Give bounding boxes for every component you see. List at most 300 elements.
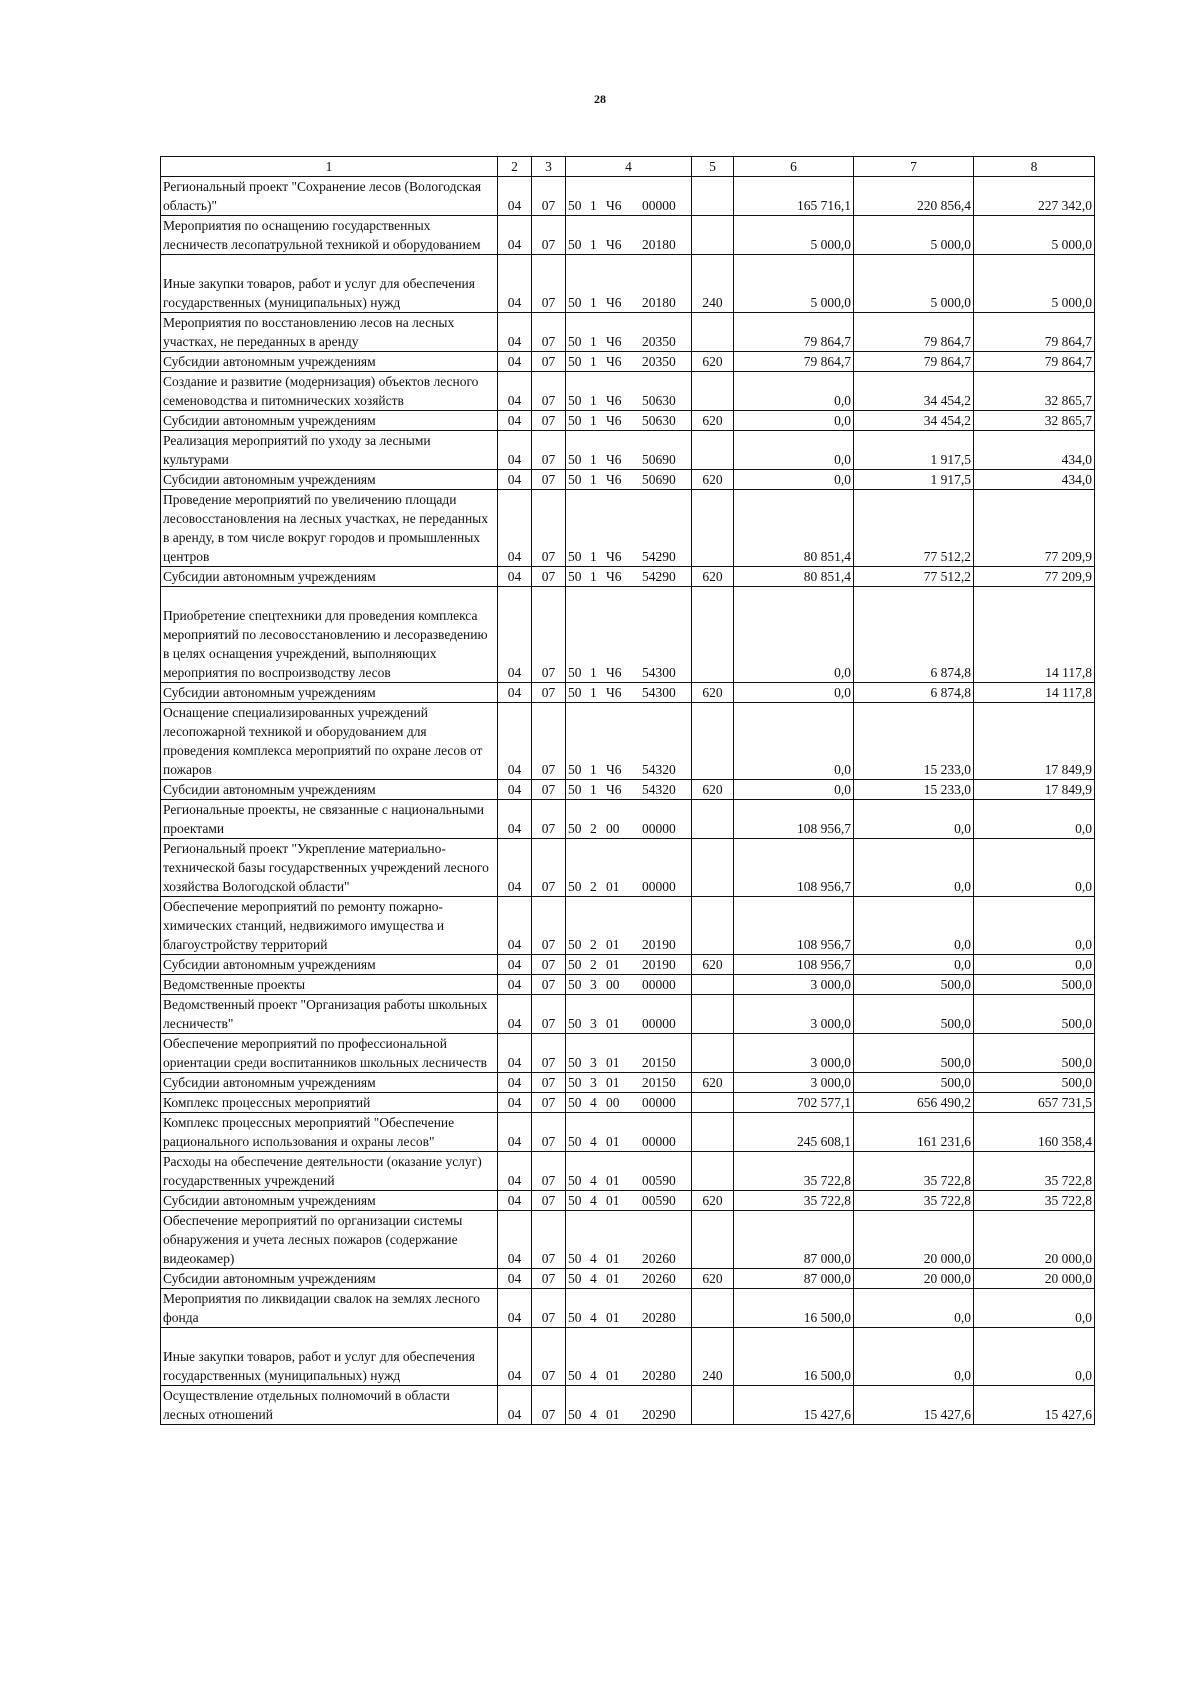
row-subsection-code: 07 <box>532 780 566 800</box>
row-name: Субсидии автономным учреждениям <box>161 683 498 703</box>
row-target-code <box>566 1289 692 1328</box>
row-value-col8: 35 722,8 <box>974 1191 1095 1211</box>
row-value-col7: 79 864,7 <box>854 352 974 372</box>
target-code-part: 20180 <box>642 295 676 310</box>
table-row <box>161 352 1095 372</box>
target-code-part: 00000 <box>642 1016 676 1031</box>
row-value-col6: 87 000,0 <box>734 1211 854 1269</box>
row-name: Ведомственный проект "Организация работы школьных лесничеств" <box>161 995 498 1034</box>
row-value-col8: 5 000,0 <box>974 216 1095 255</box>
target-code-part: 1 <box>590 295 597 310</box>
row-name: Оснащение специализированных учреждений лесопожарной техникой и оборудованием для проведения комплекса мероприятий по охране лесов от пожаров <box>161 703 498 780</box>
row-name: Субсидии автономным учреждениям <box>161 567 498 587</box>
row-expense-type: 620 <box>692 1269 734 1289</box>
target-code-part: 01 <box>606 937 620 952</box>
row-section-code: 04 <box>498 1289 532 1328</box>
row-value-col6: 3 000,0 <box>734 1034 854 1073</box>
target-code-part: 1 <box>590 549 597 564</box>
target-code-part: 2 <box>590 957 597 972</box>
row-value-col8: 160 358,4 <box>974 1113 1095 1152</box>
target-code-part: 1 <box>590 762 597 777</box>
target-code-part: 50 <box>568 685 582 700</box>
target-code-part: 50 <box>568 957 582 972</box>
row-name: Расходы на обеспечение деятельности (оказание услуг) государственных учреждений <box>161 1152 498 1191</box>
row-expense-type <box>692 313 734 352</box>
row-subsection-code: 07 <box>532 1269 566 1289</box>
row-expense-type <box>692 1034 734 1073</box>
target-code-part: 50 <box>568 393 582 408</box>
target-code-part: 01 <box>606 1251 620 1266</box>
target-code-part: Ч6 <box>606 198 622 213</box>
target-code-part: Ч6 <box>606 665 622 680</box>
row-expense-type: 620 <box>692 567 734 587</box>
row-value-col7: 656 490,2 <box>854 1093 974 1113</box>
row-value-col7: 0,0 <box>854 897 974 955</box>
row-name: Обеспечение мероприятий по профессиональной ориентации среди воспитанников школьных лесничеств <box>161 1034 498 1073</box>
table-row <box>161 955 1095 975</box>
target-code-part: 2 <box>590 937 597 952</box>
row-value-col8: 500,0 <box>974 1073 1095 1093</box>
row-value-col7: 6 874,8 <box>854 587 974 683</box>
row-target-code <box>566 372 692 411</box>
target-code-part: 20350 <box>642 354 676 369</box>
row-value-col6: 3 000,0 <box>734 975 854 995</box>
row-target-code <box>566 177 692 216</box>
target-code-part: 01 <box>606 879 620 894</box>
row-name: Реализация мероприятий по уходу за лесными культурами <box>161 431 498 470</box>
row-value-col8: 0,0 <box>974 1289 1095 1328</box>
row-value-col8: 14 117,8 <box>974 683 1095 703</box>
row-section-code: 04 <box>498 1034 532 1073</box>
row-name: Осуществление отдельных полномочий в области лесных отношений <box>161 1386 498 1425</box>
row-expense-type: 240 <box>692 1328 734 1386</box>
table-row <box>161 897 1095 955</box>
table-row <box>161 839 1095 897</box>
table-row <box>161 703 1095 780</box>
row-section-code: 04 <box>498 839 532 897</box>
row-subsection-code: 07 <box>532 1113 566 1152</box>
table-row <box>161 567 1095 587</box>
row-name: Комплекс процессных мероприятий "Обеспечение рационального использования и охраны лесов" <box>161 1113 498 1152</box>
row-subsection-code: 07 <box>532 1289 566 1328</box>
header-col-5: 5 <box>692 157 734 177</box>
row-value-col7: 77 512,2 <box>854 567 974 587</box>
row-section-code: 04 <box>498 177 532 216</box>
target-code-part: 20180 <box>642 237 676 252</box>
row-expense-type: 620 <box>692 683 734 703</box>
row-name: Мероприятия по ликвидации свалок на землях лесного фонда <box>161 1289 498 1328</box>
row-subsection-code: 07 <box>532 800 566 839</box>
target-code-part: 01 <box>606 1271 620 1286</box>
row-value-col8: 32 865,7 <box>974 411 1095 431</box>
target-code-part: 00590 <box>642 1193 676 1208</box>
row-subsection-code: 07 <box>532 587 566 683</box>
target-code-part: 20190 <box>642 957 676 972</box>
target-code-part: 20350 <box>642 334 676 349</box>
row-value-col8: 434,0 <box>974 470 1095 490</box>
page-number: 28 <box>594 92 606 106</box>
target-code-part: 50 <box>568 977 582 992</box>
row-value-col6: 0,0 <box>734 411 854 431</box>
target-code-part: 00000 <box>642 977 676 992</box>
row-section-code: 04 <box>498 216 532 255</box>
row-target-code <box>566 1093 692 1113</box>
target-code-part: 00000 <box>642 1095 676 1110</box>
row-section-code: 04 <box>498 255 532 313</box>
row-target-code <box>566 1328 692 1386</box>
target-code-part: 2 <box>590 821 597 836</box>
row-target-code <box>566 897 692 955</box>
row-target-code <box>566 1191 692 1211</box>
target-code-part: 01 <box>606 1193 620 1208</box>
row-section-code: 04 <box>498 995 532 1034</box>
row-value-col7: 1 917,5 <box>854 431 974 470</box>
target-code-part: Ч6 <box>606 295 622 310</box>
row-value-col8: 79 864,7 <box>974 313 1095 352</box>
row-value-col7: 35 722,8 <box>854 1191 974 1211</box>
row-section-code: 04 <box>498 1191 532 1211</box>
row-value-col7: 0,0 <box>854 1289 974 1328</box>
header-col-4: 4 <box>566 157 692 177</box>
target-code-part: 50 <box>568 413 582 428</box>
row-subsection-code: 07 <box>532 177 566 216</box>
row-section-code: 04 <box>498 372 532 411</box>
row-name: Субсидии автономным учреждениям <box>161 955 498 975</box>
row-name: Субсидии автономным учреждениям <box>161 352 498 372</box>
table-row <box>161 1289 1095 1328</box>
table-row <box>161 1269 1095 1289</box>
target-code-part: 50630 <box>642 393 676 408</box>
row-value-col7: 161 231,6 <box>854 1113 974 1152</box>
target-code-part: 4 <box>590 1368 597 1383</box>
row-expense-type <box>692 1289 734 1328</box>
row-subsection-code: 07 <box>532 1152 566 1191</box>
target-code-part: 01 <box>606 1055 620 1070</box>
row-value-col8: 0,0 <box>974 897 1095 955</box>
row-value-col7: 0,0 <box>854 955 974 975</box>
target-code-part: 1 <box>590 354 597 369</box>
row-value-col7: 0,0 <box>854 800 974 839</box>
row-value-col8: 500,0 <box>974 1034 1095 1073</box>
row-name: Проведение мероприятий по увеличению площади лесовосстановления на лесных участках, не переданных в аренду, в том числе вокруг городов и промышленных центров <box>161 490 498 567</box>
target-code-part: 54300 <box>642 685 676 700</box>
target-code-part: Ч6 <box>606 549 622 564</box>
row-target-code <box>566 470 692 490</box>
row-value-col6: 108 956,7 <box>734 897 854 955</box>
row-value-col6: 0,0 <box>734 431 854 470</box>
table-row <box>161 1211 1095 1269</box>
row-section-code: 04 <box>498 1093 532 1113</box>
row-value-col7: 5 000,0 <box>854 255 974 313</box>
row-name: Ведомственные проекты <box>161 975 498 995</box>
target-code-part: 50 <box>568 879 582 894</box>
row-value-col7: 15 233,0 <box>854 703 974 780</box>
row-target-code <box>566 1073 692 1093</box>
header-col-1: 1 <box>161 157 498 177</box>
row-name: Создание и развитие (модернизация) объектов лесного семеноводства и питомнических хозяйств <box>161 372 498 411</box>
target-code-part: 20190 <box>642 937 676 952</box>
row-expense-type <box>692 1386 734 1425</box>
row-target-code <box>566 1211 692 1269</box>
target-code-part: 1 <box>590 665 597 680</box>
row-target-code <box>566 1034 692 1073</box>
target-code-part: Ч6 <box>606 393 622 408</box>
row-value-col7: 79 864,7 <box>854 313 974 352</box>
row-value-col6: 108 956,7 <box>734 955 854 975</box>
row-expense-type <box>692 216 734 255</box>
row-value-col6: 0,0 <box>734 683 854 703</box>
target-code-part: 50 <box>568 1368 582 1383</box>
header-col-3: 3 <box>532 157 566 177</box>
target-code-part: 01 <box>606 1407 620 1422</box>
row-value-col8: 500,0 <box>974 975 1095 995</box>
row-value-col6: 87 000,0 <box>734 1269 854 1289</box>
row-subsection-code: 07 <box>532 975 566 995</box>
row-target-code <box>566 216 692 255</box>
row-value-col6: 0,0 <box>734 470 854 490</box>
target-code-part: 00000 <box>642 1134 676 1149</box>
row-value-col8: 35 722,8 <box>974 1152 1095 1191</box>
row-subsection-code: 07 <box>532 411 566 431</box>
row-value-col7: 500,0 <box>854 975 974 995</box>
row-value-col6: 3 000,0 <box>734 995 854 1034</box>
target-code-part: 20280 <box>642 1368 676 1383</box>
table-row <box>161 255 1095 313</box>
row-value-col7: 6 874,8 <box>854 683 974 703</box>
target-code-part: 1 <box>590 237 597 252</box>
row-value-col6: 80 851,4 <box>734 567 854 587</box>
target-code-part: 50690 <box>642 472 676 487</box>
row-value-col6: 245 608,1 <box>734 1113 854 1152</box>
target-code-part: 00000 <box>642 198 676 213</box>
row-section-code: 04 <box>498 587 532 683</box>
row-target-code <box>566 1113 692 1152</box>
target-code-part: 54320 <box>642 782 676 797</box>
row-expense-type: 620 <box>692 780 734 800</box>
row-value-col7: 5 000,0 <box>854 216 974 255</box>
row-section-code: 04 <box>498 897 532 955</box>
row-value-col8: 77 209,9 <box>974 490 1095 567</box>
header-col-7: 7 <box>854 157 974 177</box>
row-value-col8: 20 000,0 <box>974 1211 1095 1269</box>
target-code-part: 50 <box>568 1193 582 1208</box>
target-code-part: 3 <box>590 1075 597 1090</box>
target-code-part: 01 <box>606 1368 620 1383</box>
row-value-col7: 15 233,0 <box>854 780 974 800</box>
table-row <box>161 1073 1095 1093</box>
row-subsection-code: 07 <box>532 567 566 587</box>
target-code-part: 1 <box>590 393 597 408</box>
target-code-part: 54300 <box>642 665 676 680</box>
row-section-code: 04 <box>498 800 532 839</box>
target-code-part: 1 <box>590 452 597 467</box>
target-code-part: 01 <box>606 1173 620 1188</box>
target-code-part: 01 <box>606 1016 620 1031</box>
target-code-part: 4 <box>590 1271 597 1286</box>
row-value-col7: 15 427,6 <box>854 1386 974 1425</box>
row-target-code <box>566 313 692 352</box>
row-subsection-code: 07 <box>532 1093 566 1113</box>
row-value-col6: 79 864,7 <box>734 352 854 372</box>
target-code-part: 1 <box>590 569 597 584</box>
target-code-part: 50 <box>568 1016 582 1031</box>
row-section-code: 04 <box>498 1211 532 1269</box>
target-code-part: 4 <box>590 1095 597 1110</box>
row-subsection-code: 07 <box>532 431 566 470</box>
target-code-part: Ч6 <box>606 472 622 487</box>
header-col-6: 6 <box>734 157 854 177</box>
target-code-part: 00590 <box>642 1173 676 1188</box>
row-value-col8: 0,0 <box>974 839 1095 897</box>
row-subsection-code: 07 <box>532 216 566 255</box>
row-subsection-code: 07 <box>532 995 566 1034</box>
target-code-part: 1 <box>590 334 597 349</box>
table-row <box>161 800 1095 839</box>
target-code-part: 20290 <box>642 1407 676 1422</box>
row-value-col8: 17 849,9 <box>974 780 1095 800</box>
target-code-part: Ч6 <box>606 413 622 428</box>
row-expense-type <box>692 372 734 411</box>
row-expense-type: 240 <box>692 255 734 313</box>
row-value-col6: 35 722,8 <box>734 1191 854 1211</box>
row-value-col7: 500,0 <box>854 1034 974 1073</box>
target-code-part: 50 <box>568 821 582 836</box>
row-section-code: 04 <box>498 567 532 587</box>
target-code-part: 50 <box>568 1134 582 1149</box>
row-subsection-code: 07 <box>532 1328 566 1386</box>
target-code-part: 50 <box>568 334 582 349</box>
row-name: Приобретение спецтехники для проведения комплекса мероприятий по лесовосстановлению и лесоразведению в целях оснащения учреждений, выполняющих мероприятия по воспроизводству лесов <box>161 587 498 683</box>
row-target-code <box>566 683 692 703</box>
row-name: Обеспечение мероприятий по организации системы обнаружения и учета лесных пожаров (содержание видеокамер) <box>161 1211 498 1269</box>
row-value-col6: 5 000,0 <box>734 216 854 255</box>
target-code-part: 50 <box>568 782 582 797</box>
row-subsection-code: 07 <box>532 955 566 975</box>
target-code-part: 50 <box>568 1095 582 1110</box>
row-value-col6: 80 851,4 <box>734 490 854 567</box>
target-code-part: 50690 <box>642 452 676 467</box>
row-target-code <box>566 352 692 372</box>
table-row <box>161 470 1095 490</box>
row-section-code: 04 <box>498 352 532 372</box>
target-code-part: Ч6 <box>606 762 622 777</box>
table-row <box>161 1191 1095 1211</box>
row-value-col8: 434,0 <box>974 431 1095 470</box>
row-value-col8: 15 427,6 <box>974 1386 1095 1425</box>
target-code-part: 01 <box>606 1075 620 1090</box>
target-code-part: 50 <box>568 665 582 680</box>
row-section-code: 04 <box>498 780 532 800</box>
row-section-code: 04 <box>498 313 532 352</box>
row-subsection-code: 07 <box>532 703 566 780</box>
table-row <box>161 1113 1095 1152</box>
row-subsection-code: 07 <box>532 1386 566 1425</box>
row-subsection-code: 07 <box>532 372 566 411</box>
target-code-part: 50 <box>568 472 582 487</box>
target-code-part: 50 <box>568 1075 582 1090</box>
target-code-part: 2 <box>590 879 597 894</box>
target-code-part: 20280 <box>642 1310 676 1325</box>
row-value-col8: 5 000,0 <box>974 255 1095 313</box>
row-value-col7: 0,0 <box>854 1328 974 1386</box>
row-expense-type: 620 <box>692 955 734 975</box>
row-value-col7: 20 000,0 <box>854 1211 974 1269</box>
row-subsection-code: 07 <box>532 897 566 955</box>
row-expense-type <box>692 897 734 955</box>
target-code-part: 4 <box>590 1173 597 1188</box>
row-target-code <box>566 587 692 683</box>
row-section-code: 04 <box>498 975 532 995</box>
row-name: Региональный проект "Сохранение лесов (Вологодская область)" <box>161 177 498 216</box>
row-value-col8: 0,0 <box>974 1328 1095 1386</box>
table-row <box>161 1328 1095 1386</box>
row-name: Комплекс процессных мероприятий <box>161 1093 498 1113</box>
row-expense-type <box>692 995 734 1034</box>
row-target-code <box>566 703 692 780</box>
target-code-part: 00 <box>606 1095 620 1110</box>
table-row <box>161 1034 1095 1073</box>
row-name: Обеспечение мероприятий по ремонту пожарно-химических станций, недвижимого имущества и благоустройству территорий <box>161 897 498 955</box>
target-code-part: 01 <box>606 1134 620 1149</box>
target-code-part: 1 <box>590 685 597 700</box>
target-code-part: 20150 <box>642 1055 676 1070</box>
row-value-col8: 0,0 <box>974 955 1095 975</box>
row-name: Субсидии автономным учреждениям <box>161 470 498 490</box>
row-section-code: 04 <box>498 1386 532 1425</box>
row-value-col8: 32 865,7 <box>974 372 1095 411</box>
row-name: Региональный проект "Укрепление материально-технической базы государственных учреждений лесного хозяйства Вологодской области" <box>161 839 498 897</box>
row-section-code: 04 <box>498 955 532 975</box>
table-row <box>161 177 1095 216</box>
row-section-code: 04 <box>498 490 532 567</box>
row-value-col6: 108 956,7 <box>734 839 854 897</box>
row-target-code <box>566 975 692 995</box>
target-code-part: 4 <box>590 1193 597 1208</box>
row-expense-type <box>692 703 734 780</box>
target-code-part: 50 <box>568 452 582 467</box>
table-row <box>161 1386 1095 1425</box>
target-code-part: 50 <box>568 549 582 564</box>
row-value-col8: 17 849,9 <box>974 703 1095 780</box>
row-value-col8: 657 731,5 <box>974 1093 1095 1113</box>
table-row <box>161 372 1095 411</box>
target-code-part: 54290 <box>642 569 676 584</box>
row-subsection-code: 07 <box>532 1073 566 1093</box>
target-code-part: Ч6 <box>606 685 622 700</box>
target-code-part: 4 <box>590 1134 597 1149</box>
target-code-part: 00000 <box>642 879 676 894</box>
target-code-part: 1 <box>590 413 597 428</box>
row-value-col7: 1 917,5 <box>854 470 974 490</box>
row-name: Иные закупки товаров, работ и услуг для обеспечения государственных (муниципальных) нужд <box>161 1328 498 1386</box>
target-code-part: 4 <box>590 1407 597 1422</box>
row-expense-type <box>692 975 734 995</box>
row-name: Мероприятия по восстановлению лесов на лесных участках, не переданных в аренду <box>161 313 498 352</box>
row-value-col6: 702 577,1 <box>734 1093 854 1113</box>
row-expense-type <box>692 1113 734 1152</box>
row-subsection-code: 07 <box>532 490 566 567</box>
row-value-col8: 0,0 <box>974 800 1095 839</box>
row-expense-type: 620 <box>692 1073 734 1093</box>
row-section-code: 04 <box>498 431 532 470</box>
target-code-part: 1 <box>590 198 597 213</box>
target-code-part: 50 <box>568 1055 582 1070</box>
row-name: Субсидии автономным учреждениям <box>161 1073 498 1093</box>
row-target-code <box>566 567 692 587</box>
row-value-col8: 500,0 <box>974 995 1095 1034</box>
row-value-col8: 227 342,0 <box>974 177 1095 216</box>
row-subsection-code: 07 <box>532 683 566 703</box>
